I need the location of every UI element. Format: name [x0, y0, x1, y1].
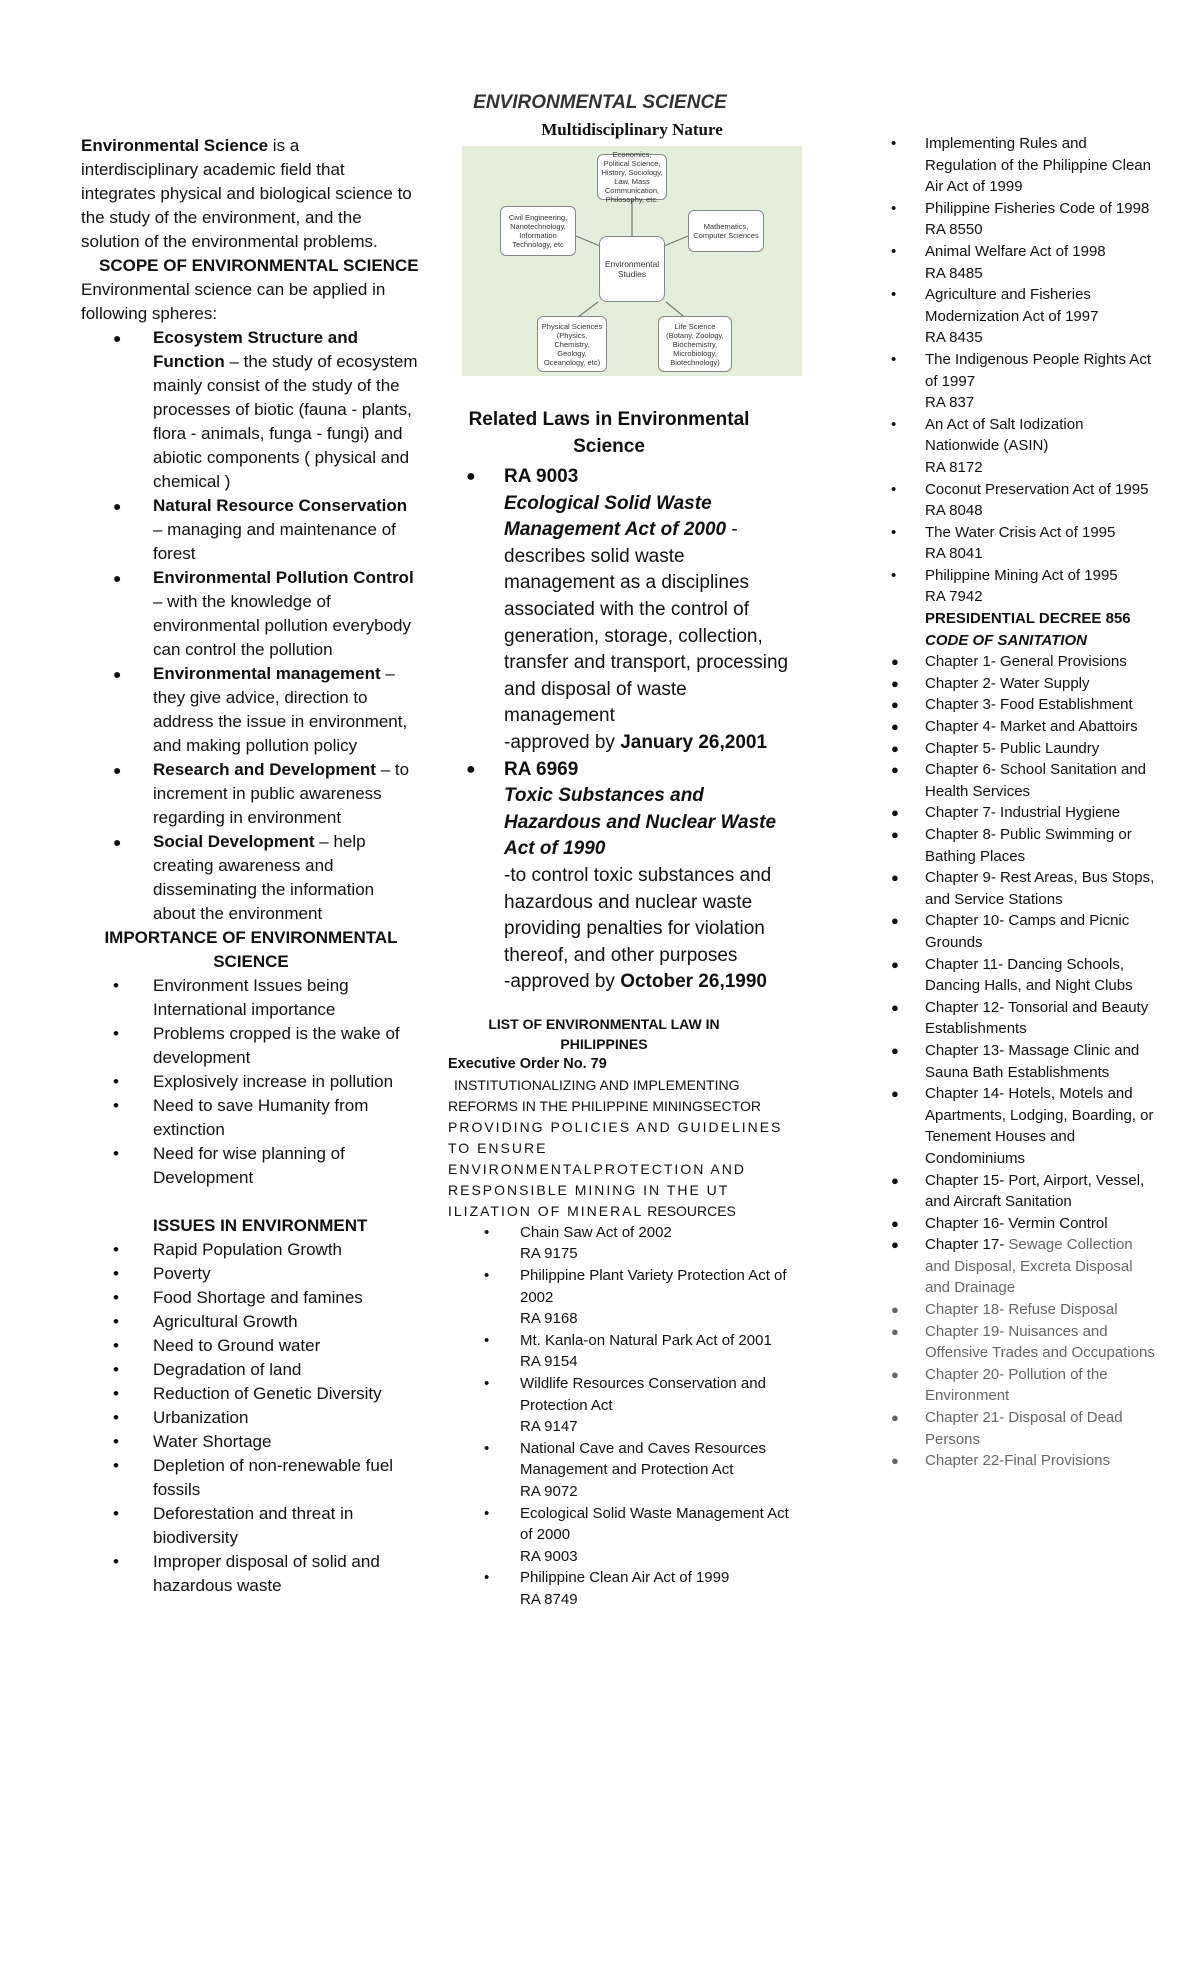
chapter-item [885, 1450, 1155, 1472]
act-name: The Water Crisis Act of 1995 [925, 523, 1116, 541]
chapter-item [885, 1364, 1155, 1407]
chapter-text: Chapter 14- Hotels, Motels and Apartments, Lodging, Boarding, or Tenement Houses and Condominiums [925, 1085, 1154, 1167]
bullet-icon: • [113, 1360, 119, 1379]
importance-item-text: Explosively increase in pollution [153, 1072, 394, 1091]
law-name: Toxic Substances and Hazardous and Nuclear Waste Act of 1990 [504, 785, 777, 860]
chapter-text: Chapter 22-Final Provisions [925, 1452, 1111, 1470]
law-approved-date: October 26,1990 [620, 971, 767, 993]
bullet-icon: ● [891, 805, 899, 821]
column-left [81, 134, 421, 1598]
act-item [448, 1503, 800, 1568]
act-name: Ecological Solid Waste Management Act of 2000 [520, 1504, 789, 1544]
chapter-item [885, 867, 1155, 910]
bullet-icon: • [484, 1569, 490, 1587]
chapter-text: Chapter 15- Port, Airport, Vessel, and Aircraft Sanitation [925, 1171, 1145, 1211]
issue-item [81, 1358, 421, 1382]
bullet-icon: • [891, 286, 897, 304]
node-life-science: Life Science (Botany, Zoology, Biochemistry, Microbiology, Biotechnology) [658, 316, 732, 372]
act-name: Agriculture and Fisheries Modernization Act of 1997 [925, 286, 1099, 325]
issue-item [81, 1550, 421, 1598]
chapter-item [885, 802, 1155, 824]
chapter-item [885, 997, 1155, 1040]
act-item [885, 284, 1155, 349]
law-list-title: LIST OF ENVIRONMENTAL LAW IN PHILIPPINES [488, 1015, 720, 1052]
chapter-item [885, 651, 1155, 673]
act-code: RA 9072 [520, 1483, 578, 1500]
scope-item [81, 494, 421, 566]
importance-item-text: Need to save Humanity from extinction [153, 1096, 369, 1139]
acts-list-middle [448, 1222, 800, 1611]
bullet-icon: • [113, 1336, 119, 1355]
act-code: RA 837 [925, 394, 975, 412]
bullet-icon: • [484, 1439, 490, 1457]
act-name: Philippine Mining Act of 1995 [925, 566, 1118, 584]
bullet-icon: ● [891, 1172, 899, 1188]
bullet-icon: ● [891, 697, 899, 713]
act-name: An Act of Salt Iodization Nationwide (ASIN) [925, 415, 1084, 455]
act-item [885, 414, 1155, 479]
diagram-title: Multidisciplinary Nature [541, 120, 723, 139]
act-code: RA 8041 [925, 545, 983, 563]
bullet-icon: ● [891, 1323, 899, 1339]
chapter-item [885, 1170, 1155, 1213]
act-name: Mt. Kanla-on Natural Park Act of 2001 [520, 1331, 772, 1349]
scope-item-desc: – managing and maintenance of forest [153, 520, 396, 563]
bullet-icon: ● [891, 913, 899, 929]
importance-item-text: Need for wise planning of Development [153, 1144, 345, 1187]
bullet-icon: • [113, 1552, 119, 1571]
bullet-icon: ● [891, 1302, 899, 1318]
act-name: Philippine Fisheries Code of 1998 [925, 199, 1150, 217]
eo-line-2: PROVIDING POLICIES AND GUIDELINES TO ENSURE ENVIRONMENTALPROTECTION AND RESPONSIBLE MINING IN THE UT ILIZATION OF MINERAL [448, 1118, 783, 1219]
bullet-icon: • [891, 480, 897, 498]
scope-item-term: Environmental management [153, 664, 381, 683]
bullet-icon: • [113, 1096, 119, 1115]
issue-item [81, 1310, 421, 1334]
multidisciplinary-diagram [462, 120, 802, 376]
act-code: RA 8485 [925, 264, 983, 282]
bullet-icon: • [113, 1504, 119, 1523]
bullet-icon: • [484, 1267, 490, 1285]
chapter-text: Chapter 16- Vermin Control [925, 1214, 1108, 1232]
bullet-icon: ● [113, 666, 122, 682]
act-name: Philippine Clean Air Act of 1999 [520, 1569, 730, 1587]
law-desc: -to control toxic substances and hazardous and nuclear waste providing penalties for violation thereof, and other purposes [504, 864, 772, 966]
act-item [885, 133, 1155, 198]
bullet-icon: • [891, 415, 897, 433]
act-code: RA 7942 [925, 588, 983, 606]
law-approved-prefix: -approved by [504, 731, 621, 753]
scope-item-term: Environmental Pollution Control [153, 568, 414, 587]
act-code: RA 8749 [520, 1590, 578, 1608]
chapters-list [885, 651, 1155, 1472]
chapter-prefix: Chapter 17- [925, 1236, 1005, 1254]
law-name: Ecological Solid Waste Management Act of 2000 [504, 492, 727, 541]
issue-item-text: Degradation of land [153, 1360, 302, 1379]
related-laws-title: Related Laws in Environmental Science [468, 409, 750, 457]
scope-item [81, 662, 421, 758]
chapter-item [885, 738, 1155, 760]
chapter-item [885, 716, 1155, 738]
law-approval [504, 730, 800, 757]
importance-item-text: Environment Issues being International importance [153, 976, 349, 1019]
chapter-item [885, 1234, 1155, 1299]
bullet-icon: ● [891, 1453, 899, 1469]
bullet-icon: • [113, 1144, 119, 1163]
importance-item [81, 974, 421, 1022]
act-code: RA 8435 [925, 329, 983, 347]
bullet-icon: • [113, 1288, 119, 1307]
bullet-icon: ● [891, 1086, 899, 1102]
chapter-text: Chapter 6- School Sanitation and Health Services [925, 761, 1146, 800]
scope-item [81, 830, 421, 926]
bullet-icon: • [891, 242, 897, 260]
node-physical-sciences: Physical Sciences (Physics, Chemistry, Geology, Oceanology, etc) [537, 316, 607, 372]
issue-item [81, 1454, 421, 1502]
bullet-icon: ● [113, 498, 122, 514]
act-name: Philippine Plant Variety Protection Act of 2002 [520, 1267, 787, 1306]
bullet-icon: ● [891, 1042, 899, 1058]
act-item [448, 1222, 800, 1265]
bullet-icon: • [113, 976, 119, 995]
act-code: RA 9147 [520, 1418, 578, 1436]
bullet-icon: ● [891, 740, 899, 756]
issue-item [81, 1334, 421, 1358]
bullet-icon: ● [891, 870, 899, 886]
executive-order-title: Executive Order No. 79 [448, 1055, 607, 1072]
bullet-icon: • [113, 1456, 119, 1475]
issue-item [81, 1406, 421, 1430]
bullet-icon: • [113, 1024, 119, 1043]
law-body [504, 491, 800, 730]
bullet-icon: ● [891, 956, 899, 972]
bullet-icon: • [113, 1264, 119, 1283]
bullet-icon: • [891, 350, 897, 368]
bullet-icon: • [113, 1432, 119, 1451]
bullet-icon: ● [891, 1215, 899, 1231]
chapter-text: Chapter 21- Disposal of Dead Persons [925, 1409, 1123, 1448]
importance-item [81, 1022, 421, 1070]
bullet-icon: • [891, 199, 897, 217]
issues-list [81, 1238, 421, 1598]
scope-item-desc: – with the knowledge of environmental pollution everybody can control the pollution [153, 592, 411, 659]
chapter-item [885, 910, 1155, 953]
act-name: The Indigenous People Rights Act of 1997 [925, 350, 1151, 390]
act-code: RA 8172 [925, 458, 983, 476]
scope-list [81, 326, 421, 926]
chapter-item [885, 1213, 1155, 1235]
chapter-text: Chapter 8- Public Swimming or Bathing Places [925, 826, 1132, 865]
law-approved-prefix: -approved by [504, 971, 621, 993]
bullet-icon: • [113, 1312, 119, 1331]
issue-item [81, 1382, 421, 1406]
chapter-item [885, 1299, 1155, 1321]
chapter-text: Chapter 10- Camps and Picnic Grounds [925, 912, 1130, 951]
related-law-item [448, 757, 800, 996]
act-item [448, 1265, 800, 1330]
act-item [885, 349, 1155, 414]
law-approval [504, 969, 800, 996]
chapter-text: Chapter 3- Food Establishment [925, 696, 1133, 714]
chapter-item [885, 759, 1155, 802]
act-name: Animal Welfare Act of 1998 [925, 242, 1106, 260]
chapter-text: Chapter 18- Refuse Disposal [925, 1301, 1118, 1319]
chapter-item [885, 954, 1155, 997]
chapter-item [885, 673, 1155, 695]
law-code: RA 6969 [504, 758, 579, 780]
chapter-text: Chapter 7- Industrial Hygiene [925, 804, 1121, 822]
eo-line-1: INSTITUTIONALIZING AND IMPLEMENTING REFORMS IN THE PHILIPPINE MININGSECTOR [448, 1076, 761, 1114]
bullet-icon: ● [113, 834, 122, 850]
node-engineering: Civil Engineering, Nanotechnology, Information Technology, etc [500, 206, 576, 256]
intro-term: Environmental Science [81, 136, 269, 155]
issue-item [81, 1502, 421, 1550]
chapter-item [885, 1083, 1155, 1169]
act-item [448, 1567, 800, 1610]
scope-item-term: Ecosystem Structure and Function [153, 328, 359, 371]
scope-item-desc: – the study of ecosystem mainly consist of the study of the processes of biotic (fauna - plants, flora - animals, funga - fungi) and abiotic components ( physical and chemical ) [153, 352, 418, 491]
issue-item-text: Depletion of non-renewable fuel fossils [153, 1456, 394, 1499]
law-approved-date: January 26,2001 [620, 731, 768, 753]
scope-item-desc: – help creating awareness and disseminating the information about the environment [153, 832, 375, 923]
bullet-icon: • [484, 1375, 490, 1393]
column-middle [448, 120, 800, 1611]
chapter-text: Chapter 9- Rest Areas, Bus Stops, and Service Stations [925, 869, 1155, 908]
chapter-item [885, 1321, 1155, 1364]
scope-item [81, 326, 421, 494]
bullet-icon: ● [113, 570, 122, 586]
bullet-icon: • [113, 1408, 119, 1427]
act-item [448, 1373, 800, 1438]
chapter-text: Chapter 12- Tonsorial and Beauty Establishments [925, 998, 1149, 1038]
act-code: RA 8550 [925, 221, 983, 239]
act-item [448, 1438, 800, 1503]
chapter-text: Chapter 20- Pollution of the Environment [925, 1365, 1108, 1405]
act-item [885, 241, 1155, 284]
act-code: RA 9154 [520, 1353, 578, 1371]
scope-item-desc: – to increment in public awareness regarding in environment [153, 760, 410, 827]
bullet-icon: ● [891, 719, 899, 735]
bullet-icon: ● [891, 1366, 899, 1382]
issue-item [81, 1430, 421, 1454]
intro-paragraph [81, 134, 421, 254]
issue-item-text: Water Shortage [153, 1432, 272, 1451]
chapter-text: Chapter 11- Dancing Schools, Dancing Halls, and Night Clubs [925, 955, 1133, 995]
issues-heading: ISSUES IN ENVIRONMENT [153, 1216, 368, 1235]
chapter-rest: Sewage Collection and Disposal, Excreta Disposal and Drainage [925, 1236, 1133, 1297]
executive-order-body [448, 1075, 800, 1222]
act-code: RA 9175 [520, 1245, 578, 1263]
scope-intro: Environmental science can be applied in following spheres: [81, 280, 386, 323]
bullet-icon: ● [466, 468, 476, 485]
bullet-icon: • [113, 1072, 119, 1091]
node-mathematics: Mathematics, Computer Sciences [688, 210, 764, 252]
chapter-item [885, 694, 1155, 716]
bullet-icon: • [113, 1240, 119, 1259]
act-item [448, 1330, 800, 1373]
issue-item-text: Agricultural Growth [153, 1312, 298, 1331]
chapter-text: Chapter 19- Nuisances and Offensive Trades and Occupations [925, 1322, 1155, 1362]
law-body [504, 783, 800, 969]
importance-heading: IMPORTANCE OF ENVIRONMENTAL SCIENCE [104, 928, 398, 971]
chapter-text: Chapter 4- Market and Abattoirs [925, 718, 1138, 736]
issue-item-text: Deforestation and threat in biodiversity [153, 1504, 354, 1547]
related-law-item [448, 464, 800, 757]
issue-item-text: Rapid Population Growth [153, 1240, 343, 1259]
act-item [885, 522, 1155, 565]
issue-item-text: Improper disposal of solid and hazardous waste [153, 1552, 380, 1595]
scope-item-term: Natural Resource Conservation [153, 496, 408, 515]
law-desc: - describes solid waste management as a disciplines associated with the control of generation, storage, collection, transfer and transport, processing and disposal of waste management [504, 519, 789, 727]
bullet-icon: ● [891, 762, 899, 778]
bullet-icon: ● [891, 827, 899, 842]
bullet-icon: ● [891, 654, 899, 670]
law-code: RA 9003 [504, 466, 579, 487]
issue-item-text: Poverty [153, 1264, 211, 1283]
page-title: ENVIRONMENTAL SCIENCE [473, 92, 727, 113]
bullet-icon: ● [113, 330, 122, 346]
bullet-icon: • [484, 1504, 490, 1522]
scope-item-term: Research and Development [153, 760, 376, 779]
node-social-sciences: Economics, Political Science, History, Sociology, Law, Mass Communication, Philosophy, etc. [597, 154, 667, 200]
scope-item [81, 758, 421, 830]
issue-item-text: Reduction of Genetic Diversity [153, 1384, 382, 1403]
bullet-icon: ● [113, 762, 122, 778]
importance-item [81, 1142, 421, 1190]
bullet-icon: ● [891, 1237, 899, 1253]
act-code: RA 9003 [520, 1547, 578, 1565]
act-name: National Cave and Caves Resources Management and Protection Act [520, 1439, 766, 1479]
bullet-icon: • [891, 566, 897, 584]
related-laws-list [448, 464, 800, 996]
bullet-icon: ● [891, 999, 899, 1015]
importance-item [81, 1094, 421, 1142]
act-name: Chain Saw Act of 2002 [520, 1223, 672, 1241]
act-code: RA 8048 [925, 502, 983, 520]
issue-item-text: Food Shortage and famines [153, 1288, 363, 1307]
chapter-item [885, 1407, 1155, 1450]
bullet-icon: ● [466, 760, 476, 778]
issue-item-text: Need to Ground water [153, 1336, 321, 1355]
scope-item [81, 566, 421, 662]
scope-item-desc: – they give advice, direction to address the issue in environment, and making pollution policy [153, 664, 408, 755]
act-code: RA 9168 [520, 1310, 578, 1328]
chapter-text: Chapter 2- Water Supply [925, 674, 1090, 692]
bullet-icon: • [113, 1384, 119, 1403]
act-name: Implementing Rules and Regulation of the Philippine Clean Air Act of 1999 [925, 135, 1151, 196]
scope-heading: SCOPE OF ENVIRONMENTAL SCIENCE [99, 256, 419, 275]
act-item [885, 479, 1155, 522]
importance-item [81, 1070, 421, 1094]
importance-list [81, 974, 421, 1190]
bullet-icon: • [484, 1223, 490, 1241]
importance-item-text: Problems cropped is the wake of development [153, 1024, 400, 1067]
act-item [885, 565, 1155, 608]
eo-line-3: RESOURCES [647, 1202, 736, 1219]
chapter-item [885, 824, 1155, 867]
scope-item-term: Social Development [153, 832, 315, 851]
intro-text: is a interdisciplinary academic field that integrates physical and biological science to the study of the environment, and the solution of the environmental problems. [81, 136, 412, 251]
chapter-text: Chapter 5- Public Laundry [925, 739, 1100, 757]
bullet-icon: ● [891, 1410, 899, 1426]
act-item [885, 198, 1155, 241]
issue-item-text: Urbanization [153, 1408, 249, 1427]
chapter-item [885, 1040, 1155, 1083]
chapter-text: Chapter 1- General Provisions [925, 653, 1127, 671]
bullet-icon: • [484, 1331, 490, 1349]
bullet-icon: ● [891, 675, 899, 691]
act-name: Wildlife Resources Conservation and Protection Act [520, 1375, 766, 1414]
act-name: Coconut Preservation Act of 1995 [925, 480, 1149, 498]
chapter-text: Chapter 13- Massage Clinic and Sauna Bath Establishments [925, 1041, 1140, 1081]
issue-item [81, 1286, 421, 1310]
pd-title: PRESIDENTIAL DECREE 856 [925, 610, 1131, 628]
issue-item [81, 1262, 421, 1286]
pd-subtitle: CODE OF SANITATION [925, 631, 1087, 649]
column-right [885, 133, 1155, 1472]
bullet-icon: • [891, 135, 897, 152]
node-environmental-studies: Environmental Studies [599, 236, 665, 302]
bullet-icon: • [891, 523, 897, 541]
issue-item [81, 1238, 421, 1262]
acts-list-right [885, 133, 1155, 608]
